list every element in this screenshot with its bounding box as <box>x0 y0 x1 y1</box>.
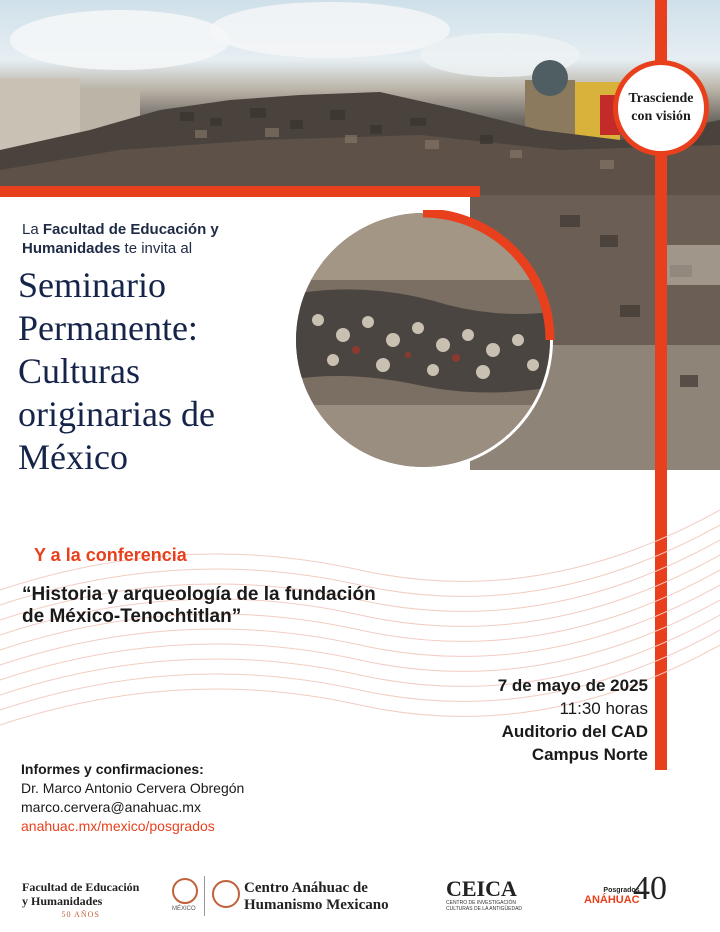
badge-line1: Trasciende <box>628 91 694 106</box>
footer-logos <box>0 860 720 932</box>
contact-name: Dr. Marco Antonio Cervera Obregón <box>21 780 245 796</box>
event-place: Auditorio del CAD <box>501 722 648 741</box>
title-line: Seminario <box>18 265 166 305</box>
event-details <box>498 674 648 766</box>
title-line: México <box>18 437 128 477</box>
seminar-title <box>18 264 293 479</box>
hero-photo-ruins <box>0 0 720 200</box>
seal-caption: MÉXICO <box>172 906 196 912</box>
humanism-center-icon <box>212 880 240 908</box>
faculty-years: 50 AÑOS <box>61 910 100 919</box>
conference-title-line: de México-Tenochtitlan” <box>22 606 242 627</box>
badge-line2: con visión <box>631 109 691 124</box>
chm-line2: Humanismo Mexicano <box>244 897 389 913</box>
invite-text <box>22 220 312 258</box>
conference-title-line: “Historia y arqueología de la fundación <box>22 584 376 605</box>
ceica-logo: CEICA <box>446 876 517 901</box>
faculty-name: Facultad de Educación y Humanidades <box>22 221 219 257</box>
title-line: Permanente: <box>18 308 198 348</box>
posgrados-logo <box>584 887 640 906</box>
invite-post: te invita al <box>120 240 193 257</box>
forty-years-mark: 40 <box>633 870 667 907</box>
ceica-subtitle: CENTRO DE INVESTIGACIÓN CULTURAS DE LA ANTIGÜEDAD <box>446 900 523 912</box>
conference-title <box>22 584 472 628</box>
faculty-logo <box>22 880 139 922</box>
chm-line1: Centro Anáhuac de <box>244 880 368 896</box>
anahuac-label: ANÁHUAC <box>584 894 640 906</box>
circle-photo-wall <box>288 210 563 470</box>
faculty-logo-line1: Facultad de Educación <box>22 880 140 894</box>
posgrados-label: Posgrados <box>603 887 640 894</box>
footer-divider <box>204 876 205 916</box>
contact-info <box>21 760 244 836</box>
event-campus: Campus Norte <box>531 745 648 764</box>
faculty-logo-line2: y Humanidades <box>22 894 103 908</box>
contact-email[interactable]: marco.cervera@anahuac.mx <box>21 799 201 815</box>
accent-horizontal-line <box>0 186 480 197</box>
event-date: 7 de mayo de 2025 <box>497 676 648 695</box>
invite-pre: La <box>22 221 43 238</box>
contact-url[interactable]: anahuac.mx/mexico/posgrados <box>21 818 215 834</box>
university-seal-icon <box>172 878 198 904</box>
title-line: Culturas <box>18 351 140 391</box>
humanism-center-logo <box>244 880 389 914</box>
conference-label: Y a la conferencia <box>34 545 187 565</box>
title-line: originarias de <box>18 394 215 434</box>
contact-heading: Informes y confirmaciones: <box>21 761 204 777</box>
slogan-badge <box>613 60 709 156</box>
event-time: 11:30 horas <box>559 699 648 718</box>
